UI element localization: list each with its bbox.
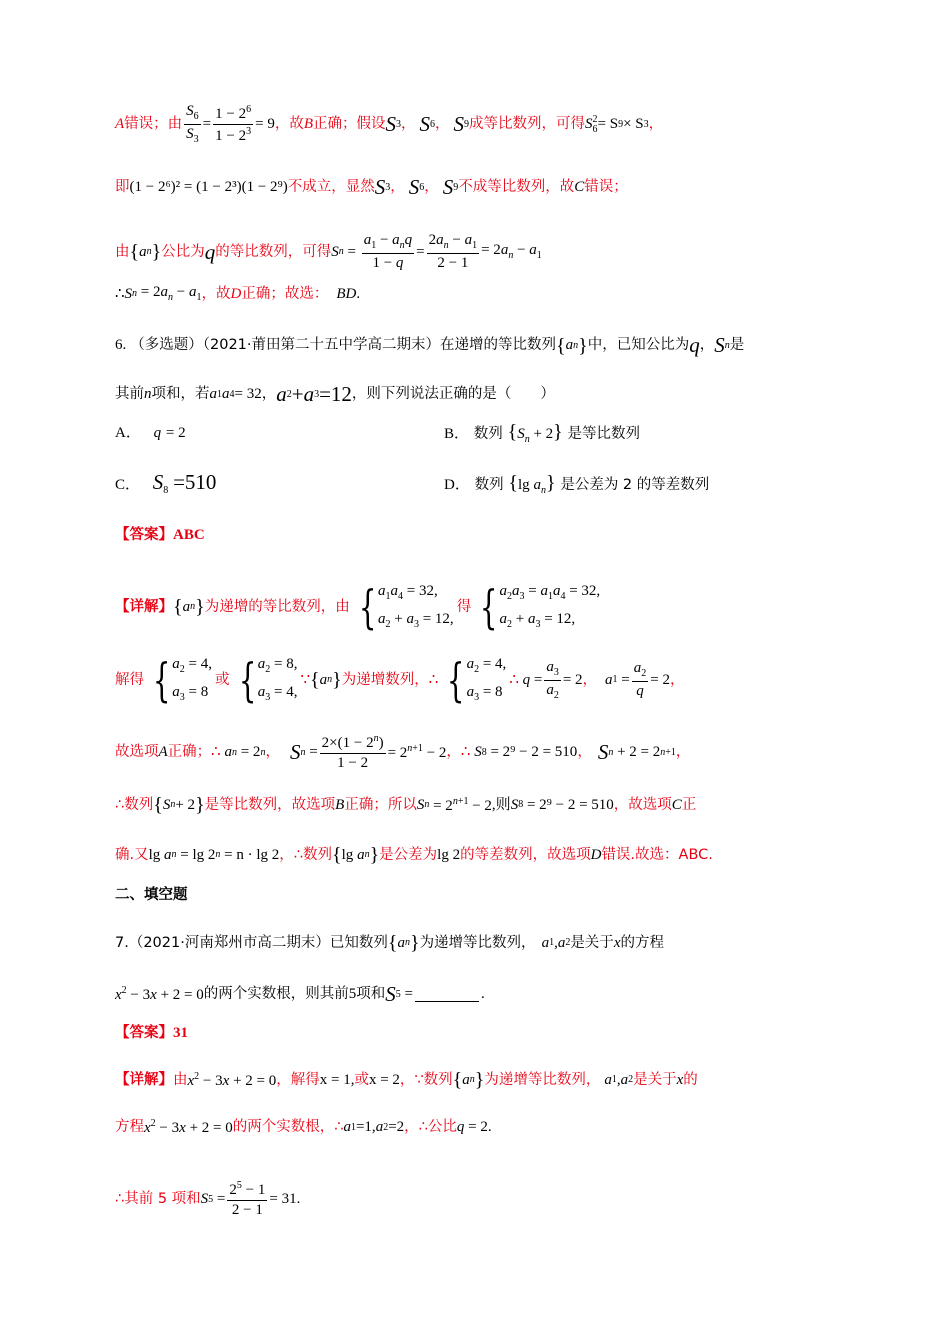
option-c: C． $S_8 =510$ <box>115 470 217 496</box>
fraction-s6-s3: $\frac{S_6}{S_3}$ <box>186 103 199 145</box>
detail-6-line-2: 解得 { $a_2 = 4$, $a_3 = 8$ 或 { $a_2 = 8$, $a_3 = 4$, ∵ { a n } 为递增数列， ∴ { $a_2 = 4$, $a_3 = 8$ ∴ q = $\frac{a_3}{a_2}$ = 2 ， a 1 = $\frac{a_2}{q}$ = 2 ， <box>115 653 685 707</box>
solution-line-4: ∴ S n = $2a_n - a_1$ ，故 D 正确；故选： BD . <box>115 284 361 303</box>
fraction-a1: $\frac{a_2}{q}$ <box>633 660 647 699</box>
question-6-stem-line-1: 6. （多选题）（2021·莆田第二十五中学高二期末）在递增的等比数列 { a n } 中，已知公比为 q ， S n 是 <box>115 333 745 357</box>
detail-7-line-3: ∴其前 5 项和 S 5 = $\frac{2^5 - 1}{2 - 1}$ = 31 . <box>115 1180 301 1218</box>
solution-system-1: { $a_2 = 4$, $a_3 = 8$ <box>152 653 212 707</box>
question-7-stem-line-1: 7.（2021·河南郑州市高二期末）已知数列 { a n } 为递增等比数列， a 1 , a 2 是关于 x 的方程 <box>115 932 664 954</box>
fraction-power: $\frac{1 - 2^6}{1 - 2^3}$ <box>215 104 252 144</box>
solution-system-2: { $a_2 = 8$, $a_3 = 4$, <box>238 653 298 707</box>
option-b: B． 数列 $\{S_n + 2\}$ 是等比数列 <box>444 420 641 445</box>
solution-system-3: { $a_2 = 4$, $a_3 = 8$ <box>447 653 507 707</box>
answer-7: 【答案】 31 <box>115 1025 188 1042</box>
detail-7-line-2: 方程 $x^2 - 3x + 2 = 0$ 的两个实数根，∴ a 1 =1, a 2 =2 ，∴公比 q = 2 . <box>115 1118 492 1136</box>
solution-line-2: 即 (1 − 2⁶)² = (1 − 2³)(1 − 2⁹) 不成立，显然 S 3 ， S 6 ， S 9 不成等比数列，故 C 错误； <box>115 175 628 199</box>
equation-system-2: { $a_2a_3 = a_1a_4 = 32$, $a_2 + a_3 = 12$, <box>480 580 601 634</box>
option-a-ref: A <box>115 116 125 132</box>
option-a: A． q = 2 <box>115 425 186 441</box>
fraction-sum-formula-2: $\frac{2a_n - a_1}{2 - 1}$ <box>428 232 478 271</box>
option-d: D． 数列 {lg $a_n$} 是公差为 2 的等差数列 <box>444 471 710 496</box>
detail-6-line-3: 故选项 A 正确； ∴ a n = 2 n ， S n = $\frac{2\times(1 - 2^n)}{1 - 2}$ = $2^{n+1} - 2$ ， ∴ S 8 = 2⁹ − 2 = 510 ， S n + 2 = 2 n+1 ， <box>115 733 691 771</box>
equation-system-1: { $a_1a_4 = 32$, $a_2 + a_3 = 12$, <box>358 580 454 634</box>
detail-7-line-1: 【详解】 由 $x^2 - 3x + 2 = 0$ ，解得 x = 1, 或 x = 2 ，∵数列 { a n } 为递增等比数列， a 1 , a 2 是关于 x 的 <box>115 1069 698 1091</box>
question-6-stem-line-2: 其前 n 项和，若 a 1 a 4 = 32 ， a 2 + a 3 =12 ，则下列说法正确的是（ ） <box>115 382 555 406</box>
detail-6-line-5: 确.又 lg a n = lg 2 n = n · lg 2 ，∴数列 { lg a n } 是公差为 lg 2 的等差数列，故选项 D 错误.故选：ABC. <box>115 844 713 866</box>
answer-6: 【答案】 ABC <box>115 527 205 544</box>
solution-line-1: A 错误；由 $\frac{S_6}{S_3}$ = $\frac{1 - 2^6}{1 - 2^3}$ = 9 ，故 B 正确；假设 S 3 ， S 6 ， S 9 成等比数列，可得 S 2 6 = S 9 × S 3 ， <box>115 103 664 145</box>
detail-6-line-4: ∴数列 { S n + 2 } 是等比数列，故选项 B 正确；所以 S n = $2^{n+1} - 2$ ,则 S 8 = 2⁹ − 2 = 510 ，故选项 C 正 <box>115 794 697 816</box>
fraction-s5: $\frac{2^5 - 1}{2 - 1}$ <box>229 1180 266 1218</box>
fraction-q: $\frac{a_3}{a_2}$ <box>546 658 559 701</box>
answer-blank <box>415 987 479 1002</box>
fraction-sum-formula: $\frac{a_1 - a_nq}{1 - q}$ <box>363 232 413 271</box>
fraction-sn: $\frac{2\times(1 - 2^n)}{1 - 2}$ <box>321 733 384 771</box>
solution-line-3: 由 { a n } 公比为 q 的等比数列，可得 S n = $\frac{a_1 - a_nq}{1 - q}$ = $\frac{2a_n - a_1}{2 - 1}$ = $2a_n - a_1$ <box>115 232 542 271</box>
section-heading: 二、填空题 <box>115 887 188 903</box>
question-7-stem-line-2: $x^2 - 3x + 2 = 0$ 的两个实数根，则其前 5 项和 S 5 = . <box>115 982 485 1006</box>
detail-6-line-1: 【详解】 { a n } 为递增的等比数列，由 { $a_1a_4 = 32$, $a_2 + a_3 = 12$, 得 { $a_2a_3 = a_1a_4 = 32$, $a_2 + a_3 = 12$, <box>115 580 601 634</box>
